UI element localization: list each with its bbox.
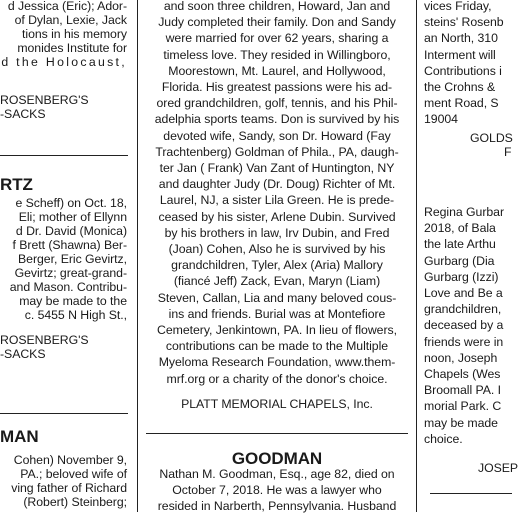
text-line: the Crohns &	[424, 80, 496, 94]
text-line: and soon three children, Howard, Jan and	[163, 0, 391, 13]
text-line: ins and friends. Burial was at Montefiore	[168, 306, 386, 321]
chapel-name: GOLDS	[470, 131, 513, 145]
text-line: Eli; mother of Ellynn	[18, 210, 127, 224]
text-line: Myeloma Research Foundation, www.them-	[158, 355, 396, 370]
text-line: 2018, of Bala	[424, 221, 496, 236]
text-line: Broomall PA. I	[424, 383, 501, 398]
middle-column	[146, 0, 408, 512]
text-line: ving father of Richard	[11, 481, 127, 495]
text-line: tions in his memory	[22, 27, 127, 41]
text-line: noon, Joseph	[424, 350, 498, 365]
text-line: monides Institute for	[17, 41, 127, 55]
section-rule	[430, 493, 512, 494]
text-line: Nathan M. Goodman, Esq., age 82, died on	[159, 467, 395, 481]
chapel-name: ROSENBERG'S	[0, 93, 89, 107]
text-line: mrf.org or a charity of the donor's choice.	[166, 371, 388, 386]
text-line: Moorestown, Mt. Laurel, and Hollywood,	[168, 63, 386, 78]
text-line: Love and Be a	[424, 286, 503, 300]
text-line: October 7, 2018. He was a lawyer who	[172, 483, 382, 498]
text-line: grandchildren, Tyler, Alex (Aria) Mallory	[171, 258, 383, 273]
text-line: timeless love. They resided in Willingboro,	[163, 47, 391, 62]
text-line: Judy completed their family. Don and Sandy	[158, 15, 396, 30]
text-line: Laurel, NJ, a sister Lila Green. He is prede-	[159, 193, 395, 208]
text-line: Gevirtz; great-grand-	[14, 266, 127, 280]
text-line: e Scheff) on Oct. 18,	[15, 196, 127, 210]
text-line: of Dylan, Lexie, Jack	[14, 13, 127, 27]
text-line: were married for over 62 years, sharing a	[165, 31, 389, 46]
text-line: Steven, Callan, Lia and many beloved cous-	[157, 290, 397, 305]
text-line: f Brett (Shawna) Ber-	[12, 238, 127, 252]
text-line: Cemetery, Jenkintown, PA. In lieu of flowers,	[157, 323, 397, 337]
text-line: Regina Gurbar	[424, 205, 505, 219]
text-line: (Robert) Steinberg;	[23, 495, 127, 509]
text-line: (Joan) Cohen, Also he is survived by his	[168, 242, 386, 256]
text-line: steins' Rosenb	[424, 15, 504, 30]
text-line: devoted wife, Sandy, son Dr. Howard (Fay	[163, 128, 391, 143]
text-line: adelphia sports teams. Don is survived by his	[154, 112, 400, 127]
text-line: and Mason. Contribu-	[9, 280, 127, 294]
text-line: ceased by his sister, Arlene Dubin. Survived	[158, 209, 396, 224]
text-line: may be made	[424, 415, 498, 430]
text-line: contributions can be made to the Multiple	[165, 339, 389, 354]
text-line: ter Jan ( Frank) Van Zant of Huntington, NY	[159, 161, 395, 175]
chapel-name: F	[504, 145, 512, 159]
text-line: Trachtenberg) Goldman of Phila., PA, daugh-	[155, 144, 399, 159]
column-divider-left	[137, 0, 138, 512]
text-line: an North, 310	[424, 31, 498, 46]
column-divider-right	[416, 0, 417, 512]
text-line: friends were in	[424, 334, 504, 349]
chapel-name: PLATT MEMORIAL CHAPELS, Inc.	[181, 397, 373, 411]
text-line: Florida. His greatest passions were his ad-	[161, 80, 393, 94]
text-line: Gurbarg (Izzi)	[424, 269, 499, 284]
section-rule	[0, 155, 128, 156]
text-line: morial Park. C	[424, 399, 502, 414]
text-line: deceased by a	[424, 318, 504, 333]
text-line: d the Holocaust,	[1, 55, 127, 69]
obituary-headline: RTZ	[0, 175, 33, 194]
text-line: vices Friday,	[424, 0, 492, 13]
obituary-headline: GOODMAN	[231, 449, 323, 468]
text-line: Cohen) November 9,	[13, 453, 127, 467]
text-line: by his brothers in law, Irv Dubin, and Fred	[164, 225, 390, 240]
text-line: (fiancé Jeff) Zack, Evan, Maryn (Liam)	[173, 274, 381, 289]
section-rule	[0, 413, 128, 414]
text-line: choice.	[424, 431, 463, 446]
chapel-name: -SACKS	[0, 347, 46, 361]
text-line: resided in Narberth, Pennsylvania. Husband	[157, 499, 397, 513]
text-line: c. 5455 N High St.,	[24, 308, 127, 322]
text-line: d Jessica (Eric); Ador-	[7, 0, 127, 13]
text-line: ment Road, S	[424, 96, 499, 111]
section-rule	[146, 433, 408, 434]
text-line: ored grandchildren, golf, tennis, and his Phil-	[156, 96, 398, 111]
text-line: 19004	[424, 112, 458, 127]
text-line: grandchildren,	[424, 302, 502, 317]
text-line: may be made to the	[19, 294, 127, 308]
text-line: and daughter Judy (Dr. Doug) Richter of Mt.	[158, 177, 396, 192]
text-line: Berger, Eric Gevirtz,	[18, 252, 127, 266]
text-line: Chapels (Wes	[424, 367, 501, 381]
right-column	[424, 0, 518, 512]
text-line: Contributions i	[424, 63, 502, 78]
chapel-name: -SACKS	[0, 107, 46, 121]
chapel-name: ROSENBERG'S	[0, 333, 89, 347]
text-line: Gurbarg (Dia	[424, 253, 495, 268]
text-line: d Dr. David (Monica)	[15, 224, 127, 238]
obituary-headline: MAN	[0, 427, 39, 446]
chapel-name: JOSEP	[478, 461, 518, 475]
text-line: PA.; beloved wife of	[20, 467, 127, 481]
text-line: the late Arthu	[424, 237, 496, 252]
left-column	[0, 0, 130, 512]
text-line: Interment will	[424, 47, 496, 62]
